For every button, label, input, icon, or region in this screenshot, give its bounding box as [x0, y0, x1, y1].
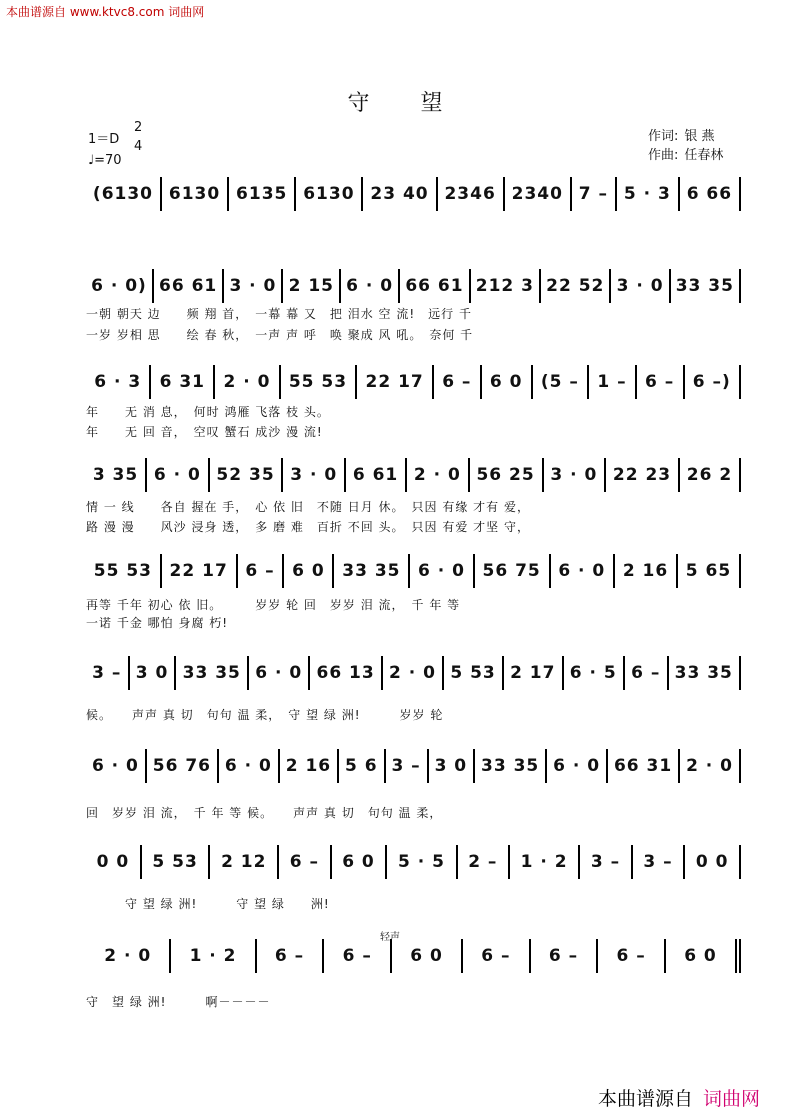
- measure: 6 –: [548, 946, 579, 966]
- barline: [739, 269, 741, 303]
- measure: 3 · 0: [229, 276, 277, 296]
- measure: 6 66: [686, 184, 733, 204]
- measure: 2 17: [510, 663, 556, 683]
- tempo-mark: ♩=70: [88, 153, 122, 168]
- score-line: [86, 748, 741, 783]
- notes-row: [86, 656, 741, 690]
- measure: 33 35: [342, 561, 401, 581]
- measure: 6135: [236, 184, 288, 204]
- measure: 26 2: [686, 465, 733, 485]
- lyricist-label: 作词:: [648, 129, 679, 144]
- barline: [739, 458, 741, 492]
- score-line: [86, 176, 741, 211]
- measure: 2 · 0: [223, 372, 271, 392]
- measure: 6 –: [481, 946, 511, 966]
- lyric-line: 情 一 线 各自 握在 手， 心 依 旧 不随 日月 休。 只因 有缘 才有 爱，: [86, 500, 530, 514]
- measure: 2340: [511, 184, 563, 204]
- measure: 2 16: [285, 756, 332, 776]
- measure: 66 13: [316, 663, 375, 683]
- score-line: [86, 938, 741, 973]
- measure: 6 –: [274, 946, 305, 966]
- dynamic-label: 轻声: [380, 932, 400, 943]
- lyric-line: 守 望 绿 洲! 啊－－－－: [86, 995, 271, 1009]
- measure: 6 –: [245, 561, 275, 581]
- measure: 6 0: [342, 852, 375, 872]
- measure: 6130: [168, 184, 221, 204]
- measure: 6 · 0: [553, 756, 601, 776]
- source-header: 本曲谱源自 www.ktvc8.com 词曲网: [6, 5, 205, 19]
- time-signature-bottom: 4: [134, 139, 143, 154]
- measure: 2 16: [622, 561, 669, 581]
- measure: 2 15: [288, 276, 334, 296]
- measure: 7 –: [578, 184, 609, 204]
- lyric-line: 候。 声声 真 切 句句 温 柔， 守 望 绿 洲! 岁岁 轮: [86, 708, 444, 722]
- measure: 6 0: [410, 946, 443, 966]
- measure: 6 · 0: [153, 465, 201, 485]
- measure: 6 –: [631, 663, 661, 683]
- measure: 6 · 0: [558, 561, 606, 581]
- measure: 33 35: [674, 663, 733, 683]
- measure: 5 · 5: [398, 852, 445, 872]
- measure: 3 35: [92, 465, 139, 485]
- measure: 3 –: [92, 663, 122, 683]
- measure: 56 75: [482, 561, 541, 581]
- measure: 33 35: [481, 756, 540, 776]
- score-line: [86, 655, 741, 690]
- measure: 55 53: [288, 372, 348, 392]
- measure: 66 31: [613, 756, 673, 776]
- notes-row: [86, 177, 741, 211]
- score-line: [86, 553, 741, 588]
- measure: 3 · 0: [616, 276, 664, 296]
- lyricist: 银 燕: [684, 129, 715, 144]
- footer-left: 本曲谱源自: [597, 1088, 693, 1110]
- measure: 0 0: [96, 852, 130, 872]
- measure: 6 61: [352, 465, 399, 485]
- measure: 52 35: [216, 465, 275, 485]
- lyric-line: 年 无 消 息， 何时 鸿雁 飞落 枝 头。: [86, 405, 330, 419]
- key-signature: 1＝D: [88, 132, 120, 147]
- barline: [735, 939, 741, 973]
- measure: (6130: [92, 184, 154, 204]
- measure: 6 0: [292, 561, 325, 581]
- footer-watermark: [598, 1084, 760, 1111]
- credits: [648, 125, 723, 163]
- measure: 1 · 2: [520, 852, 568, 872]
- lyric-line: 一诺 千金 哪怕 身腐 朽!: [86, 616, 229, 630]
- lyric-line: 一朝 朝天 边 频 翔 首， 一幕 幕 又 把 泪水 空 流! 远行 千: [86, 307, 472, 321]
- barline: [739, 845, 741, 879]
- measure: 0 0: [695, 852, 729, 872]
- notes-row: [86, 269, 741, 303]
- measure: 33 35: [675, 276, 734, 296]
- measure: 22 17: [169, 561, 228, 581]
- measure: 2 · 0: [104, 946, 152, 966]
- measure: 56 76: [152, 756, 211, 776]
- measure: 1 · 2: [189, 946, 237, 966]
- time-signature-top: 2: [134, 120, 143, 135]
- barline: [739, 749, 741, 783]
- notes-row: [86, 749, 741, 783]
- measure: 6 · 3: [94, 372, 142, 392]
- measure: 3 –: [643, 852, 673, 872]
- measure: 6 0: [489, 372, 523, 392]
- measure: 33 35: [182, 663, 241, 683]
- song-title: 守 望: [347, 91, 465, 116]
- measure: 5 53: [450, 663, 496, 683]
- score-line: [86, 364, 741, 399]
- measure: 6 · 0: [346, 276, 394, 296]
- notes-row: [86, 554, 741, 588]
- lyric-line: 守 望 绿 洲! 守 望 绿 洲!: [86, 897, 330, 911]
- measure: 2 12: [221, 852, 267, 872]
- measure: 66 61: [159, 276, 218, 296]
- measure: 2 · 0: [389, 663, 436, 683]
- lyric-line: 再等 千年 初心 依 旧。 岁岁 轮 回 岁岁 泪 流， 千 年 等: [86, 598, 461, 612]
- barline: [739, 365, 741, 399]
- measure: 6 –: [442, 372, 472, 392]
- measure: 2 · 0: [686, 756, 734, 776]
- measure: 6 · 0): [91, 276, 147, 296]
- composer: 任春林: [684, 148, 724, 163]
- measure: 6130: [303, 184, 355, 204]
- score-line: [86, 268, 741, 303]
- measure: 1 –: [597, 372, 627, 392]
- measure: 66 61: [405, 276, 464, 296]
- lyric-line: 回 岁岁 泪 流， 千 年 等 候。 声声 真 切 句句 温 柔，: [86, 806, 443, 820]
- measure: 6 · 0: [418, 561, 465, 581]
- measure: 2346: [444, 184, 496, 204]
- barline: [739, 656, 741, 690]
- measure: 56 25: [476, 465, 535, 485]
- measure: 5 65: [685, 561, 732, 581]
- barline: [739, 554, 741, 588]
- measure: 6 · 0: [91, 756, 139, 776]
- measure: 3 · 0: [550, 465, 598, 485]
- score-line: [86, 457, 741, 492]
- notes-row: [86, 365, 741, 399]
- measure: 212 3: [475, 276, 534, 296]
- measure: 55 53: [93, 561, 152, 581]
- measure: 6 · 0: [224, 756, 272, 776]
- lyric-line: 路 漫 漫 风沙 浸身 透， 多 磨 难 百折 不回 头。 只因 有爱 才坚 守，: [86, 520, 530, 534]
- measure: 22 52: [546, 276, 605, 296]
- measure: 3 –: [590, 852, 621, 872]
- measure: 23 40: [370, 184, 429, 204]
- barline: [739, 177, 741, 211]
- measure: 6 · 5: [569, 663, 617, 683]
- lyric-line: 一岁 岁相 思 绘 春 秋， 一声 声 呼 唤 聚成 风 吼。 奈何 千: [86, 328, 474, 342]
- measure: 5 53: [152, 852, 198, 872]
- measure: 6 –: [616, 946, 646, 966]
- measure: 6 · 0: [255, 663, 303, 683]
- measure: 2 –: [468, 852, 498, 872]
- measure: 6 –: [645, 372, 675, 392]
- measure: 6 –): [692, 372, 731, 392]
- measure: 5 6: [344, 756, 378, 776]
- notes-row: [86, 458, 741, 492]
- measure: 3 0: [434, 756, 468, 776]
- measure: 5 · 3: [623, 184, 671, 204]
- notes-row: [86, 845, 741, 879]
- measure: 6 –: [289, 852, 319, 872]
- footer-right: 词曲网: [702, 1088, 760, 1110]
- measure: 22 23: [612, 465, 672, 485]
- measure: (5 –: [540, 372, 579, 392]
- measure: 6 31: [159, 372, 206, 392]
- composer-label: 作曲:: [648, 148, 679, 163]
- measure: 3 0: [135, 663, 169, 683]
- notes-row: [86, 939, 741, 973]
- measure: 6 –: [342, 946, 372, 966]
- measure: 3 · 0: [290, 465, 338, 485]
- measure: 2 · 0: [413, 465, 461, 485]
- measure: 6 0: [684, 946, 717, 966]
- measure: 3 –: [391, 756, 421, 776]
- lyric-line: 年 无 回 音， 空叹 蟹石 成沙 漫 流!: [86, 425, 323, 439]
- measure: 22 17: [365, 372, 424, 392]
- score-line: [86, 844, 741, 879]
